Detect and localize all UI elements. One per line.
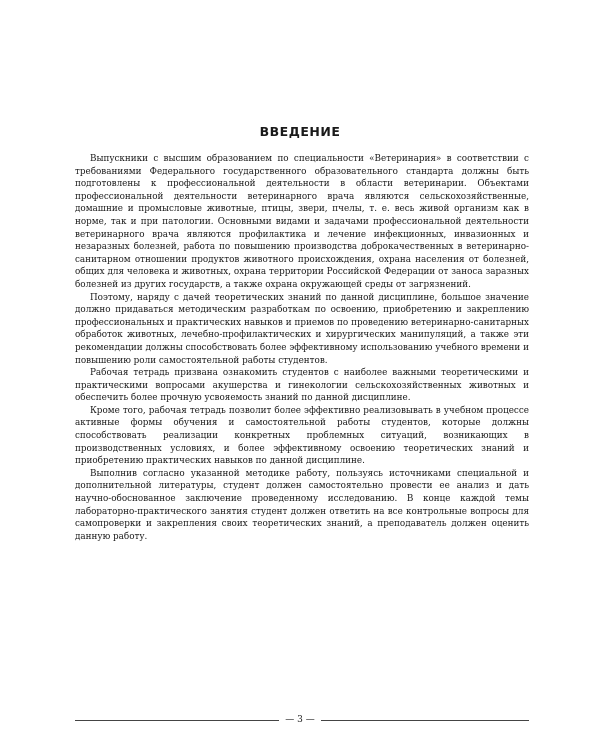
paragraph-2: Поэтому, наряду с дачей теоретических знаний по данной дисциплине, большое значение должно придаваться методическим разработкам по освоению, приобретению и закреплению профессиональных и практических навыков и приемов по проведению ветеринарно-санитарных обработок животных, лечебно-профилактических и хирургических манипуляций, а также эти рекомендации должны способствовать более эффективному использованию учебного времени и повышению роли самостоятельной работы студентов. bbox=[75, 292, 529, 366]
page-number-wrap bbox=[0, 715, 600, 726]
paragraph-1: Выпускники с высшим образованием по специальности «Ветеринария» в соответствии с требованиями Федерального государственного образовательного стандарта должны быть подготовлены к профессиональной деятельности в области ветеринарии. Объектами профессиональной деятельности ветеринарного врача являются сельскохозяйственные, домашние и промысловые животные, птицы, звери, пчелы, т. е. весь живой организм как в норме, так и при патологии. Основными видами и задачами профессиональной деятельности ветеринарного врача являются профилактика и лечение инфекционных, инвазионных и незаразных болезней, работа по повышению производства доброкачественных в ветеринарно-санитарном отношении продуктов животного происхождения, охрана населения от болезней, общих для человека и животных, охрана территории Российской Федерации от заноса заразных болезней из других государств, а также охрана окружающей среды от загрязнений. bbox=[75, 154, 529, 290]
paragraph-5: Выполнив согласно указанной методике работу, пользуясь источниками специальной и дополнительной литературы, студент должен самостоятельно провести ее анализ и дать научно-обоснованное заключение проведенному исследованию. В конце каждой темы лабораторно-практического занятия студент должен ответить на все контрольные вопросы для самопроверки и закрепления своих теоретических знаний, а преподаватель должен оценить данную работу. bbox=[75, 468, 529, 542]
paragraph-4: Кроме того, рабочая тетрадь позволит более эффективно реализовывать в учебном процессе активные формы обучения и самостоятельной работы студентов, которые должны способствовать реализации конкретных проблемных ситуаций, возникающих в производственных условиях, и более эффективному освоению теоретических знаний и приобретению практических навыков по данной дисциплине. bbox=[75, 405, 529, 467]
body-text bbox=[75, 153, 529, 543]
page-number: — 3 — bbox=[279, 715, 320, 725]
page-title: ВВЕДЕНИЕ bbox=[259, 124, 341, 139]
paragraph-3: Рабочая тетрадь призвана ознакомить студентов с наиболее важными теоретическими и практическими вопросами акушерства и гинекологии сельскохозяйственных животных и обеспечить более прочную усвояемость знаний по данной дисциплине. bbox=[75, 368, 529, 404]
